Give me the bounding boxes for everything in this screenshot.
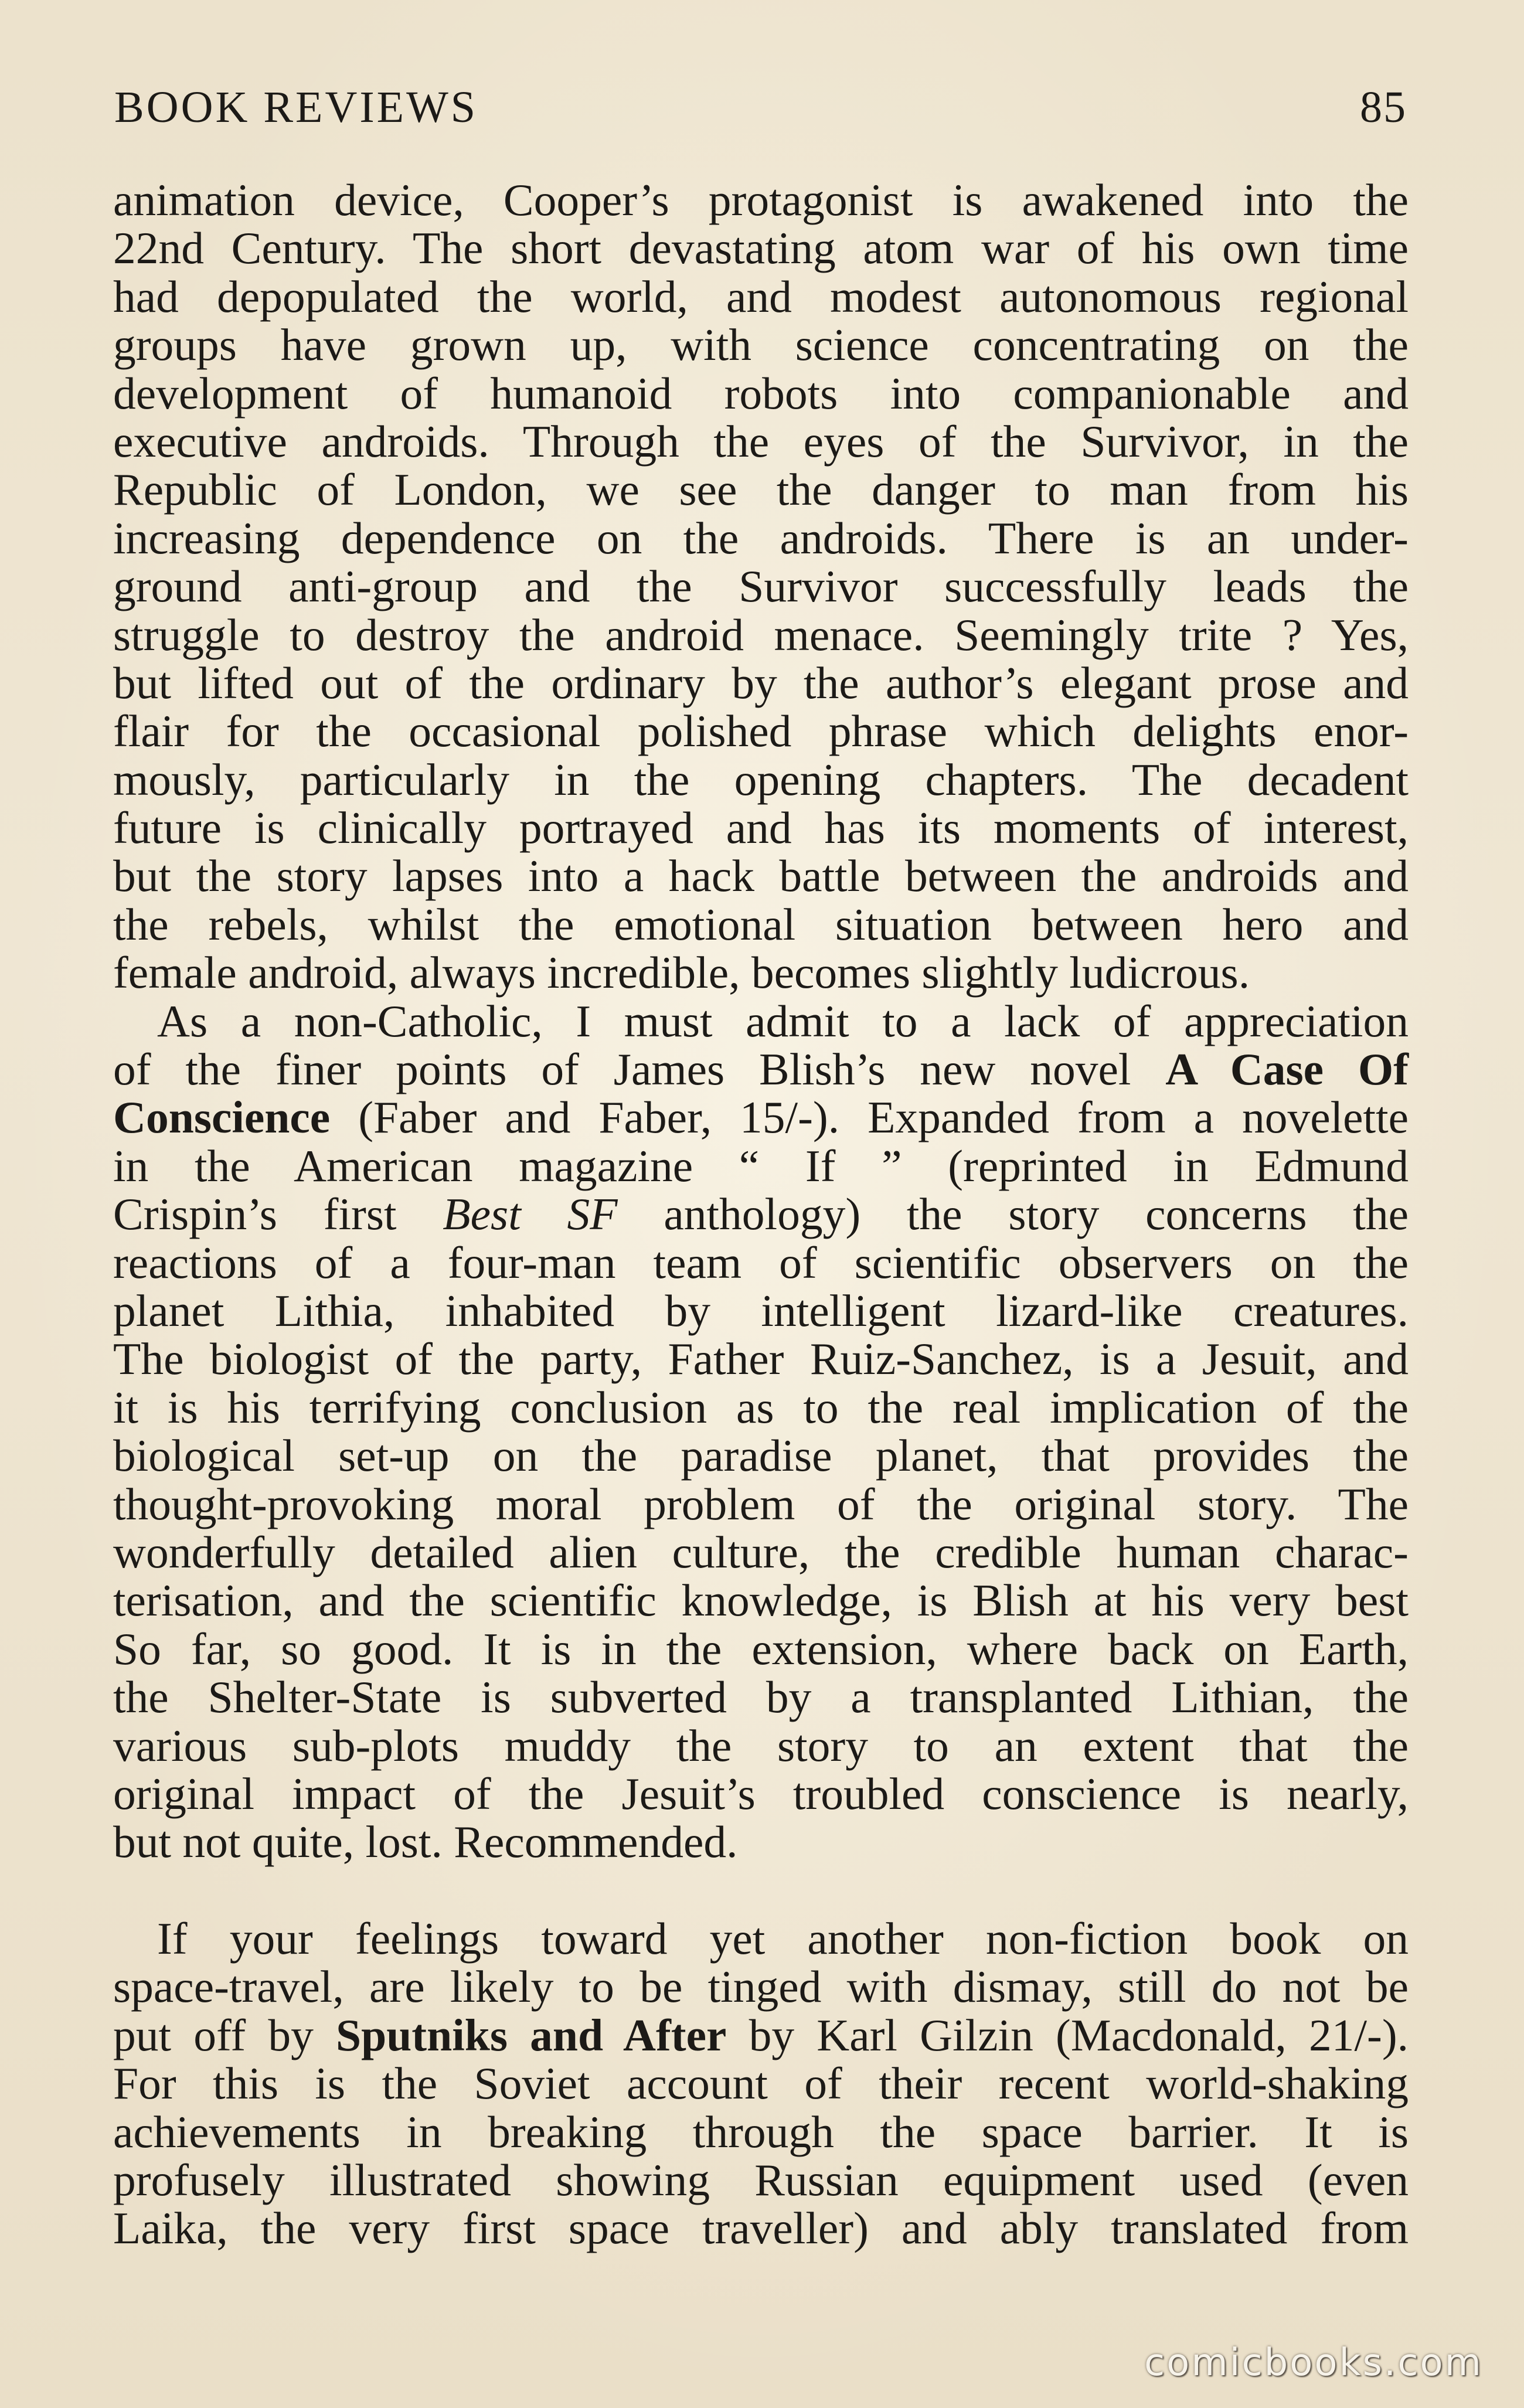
text-line: original impact of the Jesuit’s troubled conscience is nearly,: [113, 1768, 1409, 1819]
text-line: thought-provoking moral problem of the original story. The: [113, 1478, 1409, 1529]
text-line: biological set-up on the paradise planet, that provides the: [113, 1430, 1409, 1481]
text-line: achievements in breaking through the space barrier. It is: [113, 2106, 1409, 2157]
text-line: [113, 2011, 1409, 2059]
text-line: So far, so good. It is in the extension, where back on Earth,: [113, 1623, 1409, 1674]
text-line: [113, 1045, 1409, 1093]
text-line: ground anti-group and the Survivor successfully leads the: [113, 561, 1409, 612]
text-line: development of humanoid robots into companionable and: [113, 368, 1409, 419]
text-line: mously, particularly in the opening chapters. The decadent: [113, 754, 1409, 805]
text-line: the rebels, whilst the emotional situation between hero and: [113, 899, 1409, 950]
text-segment: of the finer points of James Blish’s new novel: [113, 1044, 1166, 1095]
text-line: [113, 1093, 1409, 1141]
text-line: [113, 1190, 1409, 1238]
text-line: various sub-plots muddy the story to an extent that the: [113, 1720, 1409, 1771]
text-line: reactions of a four-man team of scientific observers on the: [113, 1237, 1409, 1288]
text-line: For this is the Soviet account of their recent world-shaking: [113, 2058, 1409, 2109]
text-line: terisation, and the scientific knowledge, is Blish at his very best: [113, 1575, 1409, 1626]
text-line: but the story lapses into a hack battle between the androids and: [113, 851, 1409, 902]
running-title: BOOK REVIEWS: [114, 83, 478, 132]
text-line: female android, always incredible, becomes slightly ludicrous.: [113, 947, 1250, 998]
text-segment: by Karl Gilzin (Macdonald, 21/-).: [726, 2009, 1409, 2060]
text-line: the Shelter-State is subverted by a transplanted Lithian, the: [113, 1672, 1409, 1723]
anthology-title-italic: Best SF: [443, 1189, 618, 1240]
text-line: If your feelings toward yet another non-fiction book on: [157, 1913, 1409, 1964]
text-line: As a non-Catholic, I must admit to a lack of appreciation: [157, 995, 1409, 1046]
text-line: The biologist of the party, Father Ruiz-Sanchez, is a Jesuit, and: [113, 1334, 1409, 1385]
text-line: increasing dependence on the androids. There is an under-: [113, 512, 1409, 563]
text-line: but lifted out of the ordinary by the author’s elegant prose and: [113, 657, 1409, 708]
book-title-bold: Conscience: [113, 1092, 331, 1143]
text-line: wonderfully detailed alien culture, the credible human charac-: [113, 1526, 1409, 1577]
text-line: 22nd Century. The short devastating atom war of his own time: [113, 223, 1409, 274]
text-line: struggle to destroy the android menace. Seemingly trite ? Yes,: [113, 609, 1409, 660]
page-header: [114, 82, 1407, 147]
text-line: but not quite, lost. Recommended.: [113, 1817, 738, 1868]
text-segment: (Faber and Faber, 15/-). Expanded from a novelette: [330, 1092, 1409, 1143]
text-line: profusely illustrated showing Russian equipment used (even: [113, 2155, 1409, 2206]
text-line: flair for the occasional polished phrase which delights enor-: [113, 706, 1409, 757]
text-line: it is his terrifying conclusion as to the real implication of the: [113, 1382, 1409, 1433]
text-line: space-travel, are likely to be tinged with dismay, still do not be: [113, 1961, 1409, 2012]
text-line: animation device, Cooper’s protagonist is awakened into the: [113, 175, 1409, 225]
text-line: planet Lithia, inhabited by intelligent lizard-like creatures.: [113, 1285, 1409, 1336]
text-line: Republic of London, we see the danger to man from his: [113, 464, 1409, 515]
text-segment: anthology) the story concerns the: [617, 1189, 1409, 1240]
text-line: future is clinically portrayed and has its moments of interest,: [113, 802, 1409, 853]
book-title-bold: Sputniks and After: [336, 2009, 727, 2060]
text-line: had depopulated the world, and modest autonomous regional: [113, 271, 1409, 322]
text-line: groups have grown up, with science concentrating on the: [113, 319, 1409, 370]
paragraph-gap: [113, 1866, 1409, 1914]
text-line: in the American magazine “ If ” (reprinted in Edmund: [113, 1140, 1409, 1191]
book-title-bold: A Case Of: [1165, 1044, 1409, 1095]
text-segment: put off by: [113, 2009, 336, 2060]
page-number: 85: [1360, 83, 1407, 132]
watermark-logo: comicbooks.com: [1144, 2341, 1483, 2385]
review-text: [113, 176, 1409, 2253]
text-line: executive androids. Through the eyes of the Survivor, in the: [113, 416, 1409, 467]
text-segment: Crispin’s first: [113, 1189, 443, 1240]
text-line: Laika, the very first space traveller) and ably translated from: [113, 2203, 1409, 2254]
